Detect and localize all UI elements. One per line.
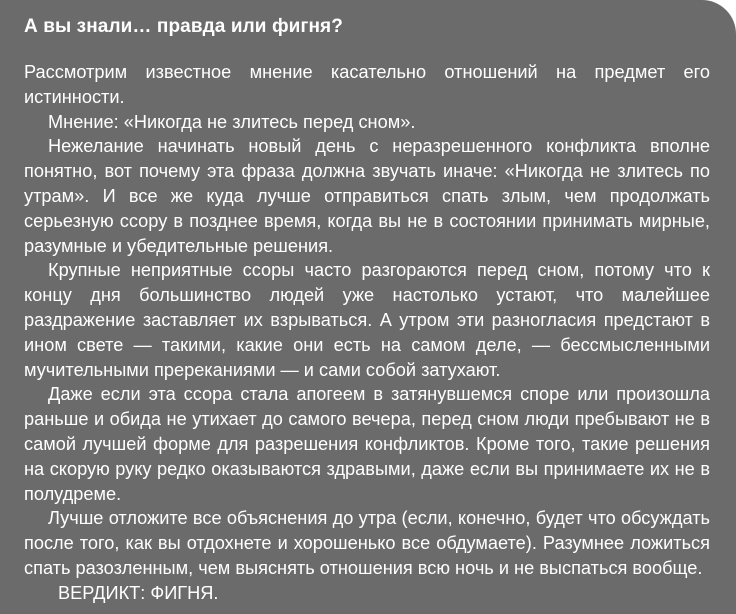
- verdict: ВЕРДИКТ: ФИГНЯ.: [58, 582, 219, 603]
- box-title: А вы знали… правда или фигня?: [24, 16, 343, 37]
- body-paragraph: Лучше отложите все объяснения до утра (если, конечно, будет что обсуждать после того, как вы отдохнете и хорошенько все обдумаете). Разумнее ложиться спать разозленным, чем выяснять отношения всю ночь и не выспаться вообще.: [24, 508, 710, 578]
- body-paragraph: Крупные неприятные ссоры часто разгораются перед сном, потому что к концу дня большинство людей уже настолько устают, что малейшее раздражение заставляет их взрываться. А утром эти разногласия предстают в ином свете — такими, какие они есть на самом деле, — бессмысленными мучительными пререканиями — и сами собой затухают.: [24, 260, 710, 380]
- box-body: [24, 60, 710, 581]
- intro-paragraph: Рассмотрим известное мнение касательно отношений на предмет его истинности.: [24, 62, 710, 107]
- body-paragraph: Нежелание начинать новый день с неразрешенного конфликта вполне понятно, вот почему эта фраза должна звучать иначе: «Никогда не злитесь по утрам». И все же куда лучше отправиться спать злым, чем продолжать серьезную ссору в позднее время, когда вы не в состоянии принимать мирные, разумные и убедительные решения.: [24, 136, 710, 256]
- opinion-paragraph: Мнение: «Никогда не злитесь перед сном».: [48, 111, 416, 132]
- body-paragraph: Даже если эта ссора стала апогеем в затянувшемся споре или произошла раньше и обида не утихает до самого вечера, перед сном люди пребывают не в самой лучшей форме для разрешения конфликтов. Кроме того, такие решения на скорую руку редко оказываются здравыми, даже если вы принимаете их не в полудреме.: [24, 384, 710, 504]
